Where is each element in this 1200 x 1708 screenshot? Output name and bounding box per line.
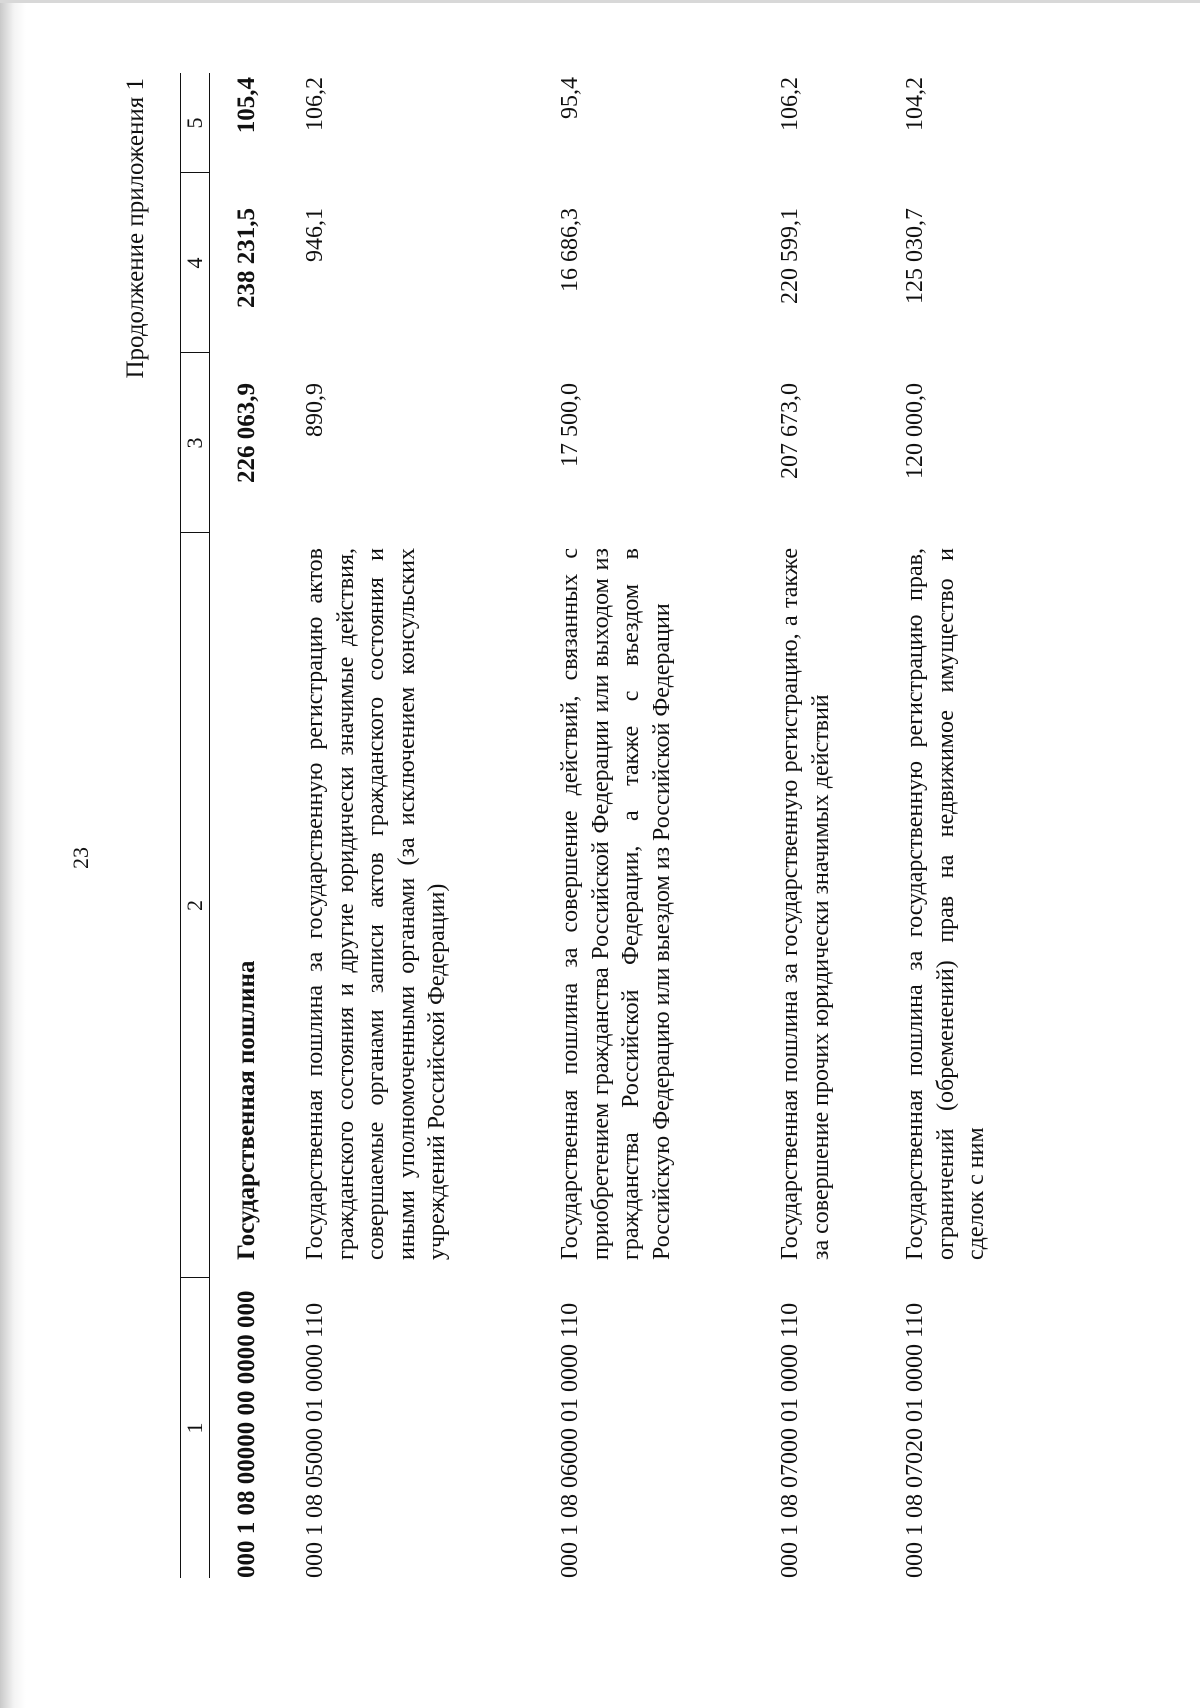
row-code: 000 1 08 06000 01 0000 110 (557, 1302, 583, 1578)
header-col-4: 4 (181, 172, 209, 353)
continuation-caption: Продолжение приложения 1 (122, 78, 149, 379)
row-value-col-3: 17 500,0 (557, 383, 583, 467)
header-col-3: 3 (181, 352, 209, 533)
row-code: 000 1 08 07020 01 0000 110 (902, 1302, 928, 1578)
header-col-1: 1 (181, 1277, 209, 1578)
row-code: 000 1 08 00000 00 0000 000 (233, 1290, 260, 1578)
row-value-col-5: 105,4 (233, 77, 260, 134)
row-value-col-4: 220 599,1 (777, 208, 803, 304)
row-name: Государственная пошлина за государственную регистрацию прав, ограничений (обременений) прав на недвижимое имущество и сделок с ним (902, 548, 989, 1260)
row-value-col-4: 125 030,7 (902, 208, 928, 304)
row-value-col-5: 106,2 (777, 77, 803, 131)
row-value-col-5: 104,2 (902, 77, 928, 131)
row-value-col-3: 226 063,9 (233, 383, 260, 483)
page-number: 23 (68, 847, 93, 869)
row-value-col-3: 207 673,0 (777, 383, 803, 479)
row-value-col-4: 238 231,5 (233, 208, 260, 308)
row-name: Государственная пошлина за совершение действий, связанных с приобретением гражданства Российской Федерации или выходом из гражданства Российской Федерации, а также с въездом в Российскую Федерацию или выездом из Российской Федерации (557, 548, 675, 1260)
row-value-col-3: 890,9 (302, 383, 328, 437)
row-value-col-4: 946,1 (302, 208, 328, 262)
row-value-col-5: 95,4 (557, 77, 583, 119)
row-code: 000 1 08 07000 01 0000 110 (777, 1302, 803, 1578)
row-value-col-3: 120 000,0 (902, 383, 928, 479)
row-name: Государственная пошлина за государственную регистрацию, а также за совершение прочих юридически значимых действий (777, 548, 834, 1260)
table-header (180, 73, 210, 1578)
row-value-col-4: 16 686,3 (557, 208, 583, 292)
row-code: 000 1 08 05000 01 0000 110 (302, 1302, 328, 1578)
row-value-col-5: 106,2 (302, 77, 328, 131)
row-name: Государственная пошлина (233, 960, 260, 1260)
row-name: Государственная пошлина за государственную регистрацию актов гражданского состояния и другие юридически значимые действия, совершаемые органами записи актов гражданского состояния и иными уполномоченными органами (за исключением консульских учреждений Российской Федерации) (302, 548, 450, 1260)
header-col-2: 2 (181, 532, 209, 1278)
header-col-5: 5 (182, 117, 207, 129)
